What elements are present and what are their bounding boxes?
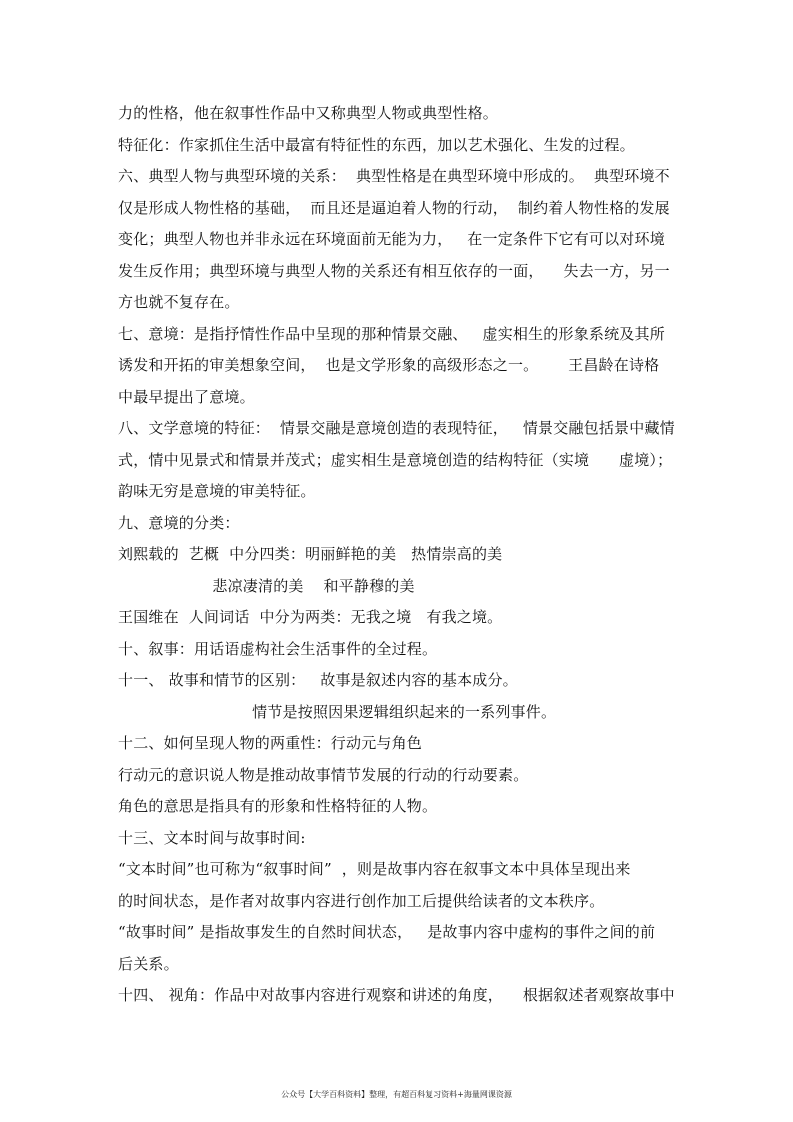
text-line: 仅是形成人物性格的基础， 而且还是逼迫着人物的行动， 制约着人物性格的发展: [118, 199, 670, 217]
text-line: 七、意境：是指抒情性作品中呈现的那种情景交融、 虚实相生的形象系统及其所: [118, 325, 665, 343]
text-line: 角色的意思是指具有的形象和性格特征的人物。: [118, 797, 438, 815]
page-footer: 公众号【大学百科资料】整理，有超百科复习资料+海量网课资源: [281, 1090, 512, 1099]
text-line: 刘熙载的 艺概 中分四类：明丽鲜艳的美 热情崇高的美: [118, 545, 503, 563]
text-line: 的时间状态，是作者对故事内容进行创作加工后提供给读者的文本秩序。: [118, 892, 605, 910]
text-line: 九、意境的分类：: [118, 514, 240, 532]
text-line: “文本时间”也可称为“叙事时间” ，则是故事内容在叙事文本中具体呈现出来: [118, 860, 631, 878]
text-line: 特征化：作家抓住生活中最富有特征性的东西，加以艺术强化、生发的过程。: [118, 136, 635, 154]
text-line: 十四、 视角：作品中对故事内容进行观察和讲述的角度， 根据叙述者观察故事中: [118, 986, 675, 1004]
text-line: 中最早提出了意境。: [118, 388, 255, 406]
text-line: 式，情中见景式和情景并茂式；虚实相生是意境创造的结构特征（实境 虚境）；: [118, 451, 673, 469]
text-line: 变化；典型人物也并非永远在环境面前无能为力， 在一定条件下它有可以对环境: [118, 230, 665, 248]
text-line: 方也就不复存在。: [118, 293, 240, 311]
text-line: 十、叙事：用话语虚构社会生活事件的全过程。: [118, 640, 438, 658]
text-line: 王国维在 人间词话 中分为两类：无我之境 有我之境。: [118, 608, 503, 626]
text-line: 韵味无穷是意境的审美特征。: [118, 482, 316, 500]
text-line: “故事时间” 是指故事发生的自然时间状态， 是故事内容中虚构的事件之间的前: [118, 923, 656, 941]
text-line: 发生反作用；典型环境与典型人物的关系还有相互依存的一面， 失去一方，另一: [118, 262, 670, 280]
text-line: 悲凉凄清的美 和平静穆的美: [118, 577, 415, 595]
text-line: 诱发和开拓的审美想象空间， 也是文学形象的高级形态之一。 王昌龄在诗格: [118, 356, 660, 374]
text-line: 六、典型人物与典型环境的关系： 典型性格是在典型环境中形成的。 典型环境不: [118, 167, 670, 185]
text-line: 十三、文本时间与故事时间:: [118, 829, 306, 847]
text-line: 八、文学意境的特征： 情景交融是意境创造的表现特征， 情景交融包括景中藏情: [118, 419, 675, 437]
text-line: 十一、 故事和情节的区别： 故事是叙述内容的基本成分。: [118, 671, 518, 689]
text-line: 十二、如何呈现人物的两重性：行动元与角色: [118, 734, 423, 752]
text-line: 后关系。: [118, 955, 179, 973]
text-line: 行动元的意识说人物是推动故事情节发展的行动的行动要素。: [118, 766, 529, 784]
text-line: 情节是按照因果逻辑组织起来的一系列事件。: [118, 703, 557, 721]
text-line: 力的性格，他在叙事性作品中又称典型人物或典型性格。: [118, 104, 499, 122]
